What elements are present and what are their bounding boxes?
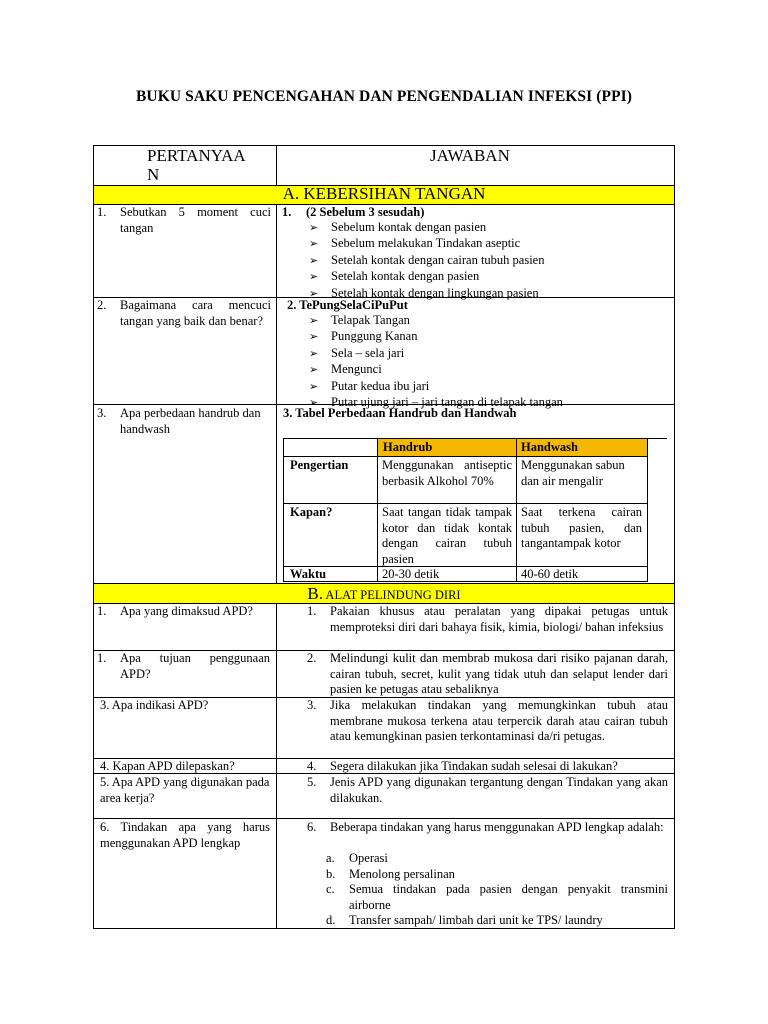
q2-answer-title: 2. TePungSelaCiPuPut (287, 298, 408, 312)
inner-table-bottom (283, 581, 647, 582)
table-header-handwash: Handwash (521, 440, 578, 454)
apd1-question: Apa yang dimaksud APD? (120, 604, 253, 618)
apd2-answer: Melindungi kulit dan membrab mukosa dari risiko pajanan darah, cairan tubuh, secret, kulit yang tidak utuh dan selaput lender dari pasien ke petugas atau sebaliknya (330, 651, 668, 696)
apd4-answer: Segera dilakukan jika Tindakan sudah selesai di lakukan? (330, 759, 618, 773)
arrow-bullet-icon: ➢ (309, 397, 319, 410)
arrow-bullet-icon: ➢ (309, 271, 319, 284)
q1-answer-number: 1. (282, 205, 292, 219)
list-item: ➢ Sela – sela jari (309, 346, 563, 362)
table-header-handrub: Handrub (383, 440, 433, 454)
arrow-bullet-icon: ➢ (309, 380, 319, 393)
table-column-divider (276, 204, 277, 583)
list-item: ➢ Mengunci (309, 362, 563, 378)
arrow-bullet-icon: ➢ (309, 315, 319, 327)
table-cell: Saat terkena cairan tubuh pasien, dan tangantampak kotor (521, 505, 642, 550)
list-item: ➢ Telapak Tangan (309, 313, 563, 329)
list-item: ➢ Sebelum melakukan Tindakan aseptic (309, 236, 544, 252)
arrow-bullet-icon: ➢ (309, 254, 319, 267)
q2-question: Bagaimana cara mencuci tangan yang baik dan benar? (120, 298, 271, 328)
apd1-q-number: 1. (97, 604, 107, 618)
list-item: ➢ Sebelum kontak dengan pasien (309, 220, 544, 236)
q2-answer-list (309, 313, 563, 411)
table-column-divider (276, 603, 277, 929)
inner-table-top (283, 438, 667, 439)
table-cell: 20-30 detik (382, 567, 440, 581)
q3-number: 3. (97, 406, 107, 420)
q3-question: Apa perbedaan handrub dan handwash (120, 406, 261, 436)
table-row-label: Kapan? (290, 505, 333, 519)
list-item: ➢ Putar kedua ibu jari (309, 379, 563, 395)
q1-number: 1. (97, 205, 107, 219)
table-cell: Saat tangan tidak tampak kotor dan tidak kontak dengan cairan tubuh pasien (382, 505, 512, 566)
apd1-answer: Pakaian khusus atau peralatan yang dipakai petugas untuk memproteksi diri dari bahaya fisik, kimia, biologi/ bahan infeksius (330, 604, 668, 634)
list-letter: a. (326, 851, 335, 865)
arrow-bullet-icon: ➢ (309, 364, 319, 377)
apd5-question: 5. Apa APD yang digunakan pada area kerja? (100, 775, 270, 805)
inner-table-row-line (283, 456, 647, 457)
arrow-bullet-icon: ➢ (309, 238, 319, 251)
apd6-answer: Beberapa tindakan yang harus menggunakan APD lengkap adalah: (330, 820, 664, 834)
list-item: ➢ Putar ujung jari – jari tangan di telapak tangan (309, 395, 563, 411)
list-letter: c. (326, 882, 335, 896)
q1-answer-list (309, 220, 544, 302)
apd5-answer: Jenis APD yang digunakan tergantung dengan Tindakan yang akan dilakukan. (330, 775, 668, 805)
table-cell: Menggunakan antiseptic berbasik Alkohol 70% (382, 458, 512, 488)
table-row-label: Waktu (290, 567, 327, 581)
row-divider (93, 818, 675, 819)
list-item: ➢ Setelah kontak dengan cairan tubuh pasien (309, 253, 544, 269)
q1-answer-title: (2 Sebelum 3 sesudah) (306, 205, 425, 219)
q2-number: 2. (97, 298, 107, 312)
list-letter: b. (326, 866, 336, 881)
apd6-a-number: 6. (307, 820, 317, 834)
inner-table-row-line (283, 503, 647, 504)
apd2-a-number: 2. (307, 651, 317, 665)
table-border-left (93, 145, 94, 929)
list-item: ➢ Punggung Kanan (309, 329, 563, 345)
arrow-bullet-icon: ➢ (309, 347, 319, 360)
arrow-bullet-icon: ➢ (309, 222, 319, 234)
table-column-divider (276, 145, 277, 185)
apd4-question: 4. Kapan APD dilepaskan? (100, 759, 235, 773)
inner-table-col-line (516, 438, 517, 582)
apd3-a-number: 3. (307, 698, 317, 712)
apd3-answer: Jika melakukan tindakan yang memungkinkan tubuh atau membrane mukosa terkena atau terpercik darah atau cairan tubuh atau kemungkinan pasien terkontaminasi da/ri petugas. (330, 698, 668, 743)
document-title: BUKU SAKU PENCENGAHAN DAN PENGENDALIAN INFEKSI (PPI) (135, 88, 633, 105)
q3-answer-title: 3. Tabel Perbedaan Handrub dan Handwah (283, 406, 517, 420)
apd2-question: Apa tujuan penggunaan APD? (120, 651, 270, 681)
table-row-label: Pengertian (290, 458, 349, 472)
apd2-q-number: 1. (97, 651, 107, 665)
apd6-question: 6. Tindakan apa yang harus menggunakan APD lengkap (100, 820, 270, 850)
list-item: ➢ Setelah kontak dengan lingkungan pasien (309, 286, 544, 302)
list-item: ➢ Setelah kontak dengan pasien (309, 269, 544, 285)
arrow-bullet-icon: ➢ (309, 331, 319, 344)
section-a-title: A. KEBERSIHAN TANGAN (282, 184, 486, 203)
apd3-question: 3. Apa indikasi APD? (100, 698, 209, 712)
list-letter: d. (326, 913, 336, 927)
table-cell: Menggunakan sabun dan air mengalir (521, 458, 625, 488)
inner-table-col-line (283, 438, 284, 582)
arrow-bullet-icon: ➢ (309, 287, 319, 300)
q1-question: Sebutkan 5 moment cuci tangan (120, 205, 271, 235)
section-b-title: B. ALAT PELINDUNG DIRI (307, 584, 461, 603)
inner-table-col-line (377, 438, 378, 582)
apd1-a-number: 1. (307, 604, 317, 618)
header-jawaban: JAWABAN (430, 146, 510, 165)
table-border-right (674, 145, 675, 929)
table-cell: 40-60 detik (521, 567, 579, 581)
inner-table-col-line (647, 438, 648, 582)
apd5-a-number: 5. (307, 775, 317, 789)
header-pertanyaan: PERTANYAA N (147, 146, 246, 184)
apd4-a-number: 4. (307, 759, 317, 773)
